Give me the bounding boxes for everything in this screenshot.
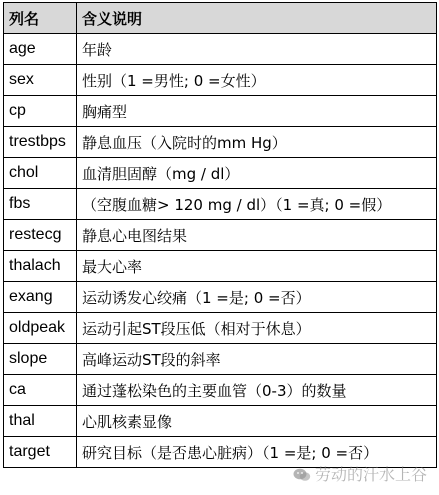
data-dictionary-table: [3, 2, 437, 468]
table-row: [4, 282, 437, 313]
column-name-cell: thalach: [4, 251, 77, 282]
table-row: [4, 344, 437, 375]
table-row: [4, 158, 437, 189]
table-row: [4, 65, 437, 96]
table-row: [4, 189, 437, 220]
column-name-cell: ca: [4, 375, 77, 406]
column-description-cell: 运动诱发心绞痛（1 =是; 0 =否）: [77, 282, 437, 313]
data-dictionary-table-wrapper: [3, 2, 436, 468]
column-name-cell: cp: [4, 96, 77, 127]
column-description-cell: 静息血压（入院时的mm Hg）: [77, 127, 437, 158]
column-description-cell: 高峰运动ST段的斜率: [77, 344, 437, 375]
column-name-cell: sex: [4, 65, 77, 96]
column-name-cell: fbs: [4, 189, 77, 220]
column-description-cell: 年龄: [77, 34, 437, 65]
table-row: [4, 220, 437, 251]
column-description-cell: 血清胆固醇（mg / dl）: [77, 158, 437, 189]
table-header-row: [4, 3, 437, 34]
table-row: [4, 406, 437, 437]
column-name-cell: trestbps: [4, 127, 77, 158]
column-description-cell: （空腹血糖> 120 mg / dl）（1 =真; 0 =假）: [77, 189, 437, 220]
column-name-cell: target: [4, 437, 77, 468]
column-name-cell: oldpeak: [4, 313, 77, 344]
table-row: [4, 313, 437, 344]
watermark-text: 劳动的汗水上谷: [314, 465, 427, 484]
column-header-description: 含义说明: [77, 3, 437, 34]
column-name-cell: age: [4, 34, 77, 65]
table-row: [4, 251, 437, 282]
column-description-cell: 静息心电图结果: [77, 220, 437, 251]
column-name-cell: thal: [4, 406, 77, 437]
column-description-cell: 胸痛型: [77, 96, 437, 127]
column-name-cell: chol: [4, 158, 77, 189]
column-name-cell: restecg: [4, 220, 77, 251]
column-description-cell: 心肌核素显像: [77, 406, 437, 437]
table-row: [4, 375, 437, 406]
column-name-cell: exang: [4, 282, 77, 313]
column-description-cell: 最大心率: [77, 251, 437, 282]
column-description-cell: 性别（1 =男性; 0 =女性）: [77, 65, 437, 96]
column-description-cell: 通过蓬松染色的主要血管（0-3）的数量: [77, 375, 437, 406]
column-description-cell: 运动引起ST段压低（相对于休息）: [77, 313, 437, 344]
table-row: [4, 127, 437, 158]
table-row: [4, 34, 437, 65]
table-row: [4, 96, 437, 127]
column-description-cell: 研究目标（是否患心脏病）（1 =是; 0 =否）: [77, 437, 437, 468]
column-header-name: 列名: [4, 3, 77, 34]
wechat-icon: [293, 467, 311, 481]
table-row: [4, 437, 437, 468]
column-name-cell: slope: [4, 344, 77, 375]
